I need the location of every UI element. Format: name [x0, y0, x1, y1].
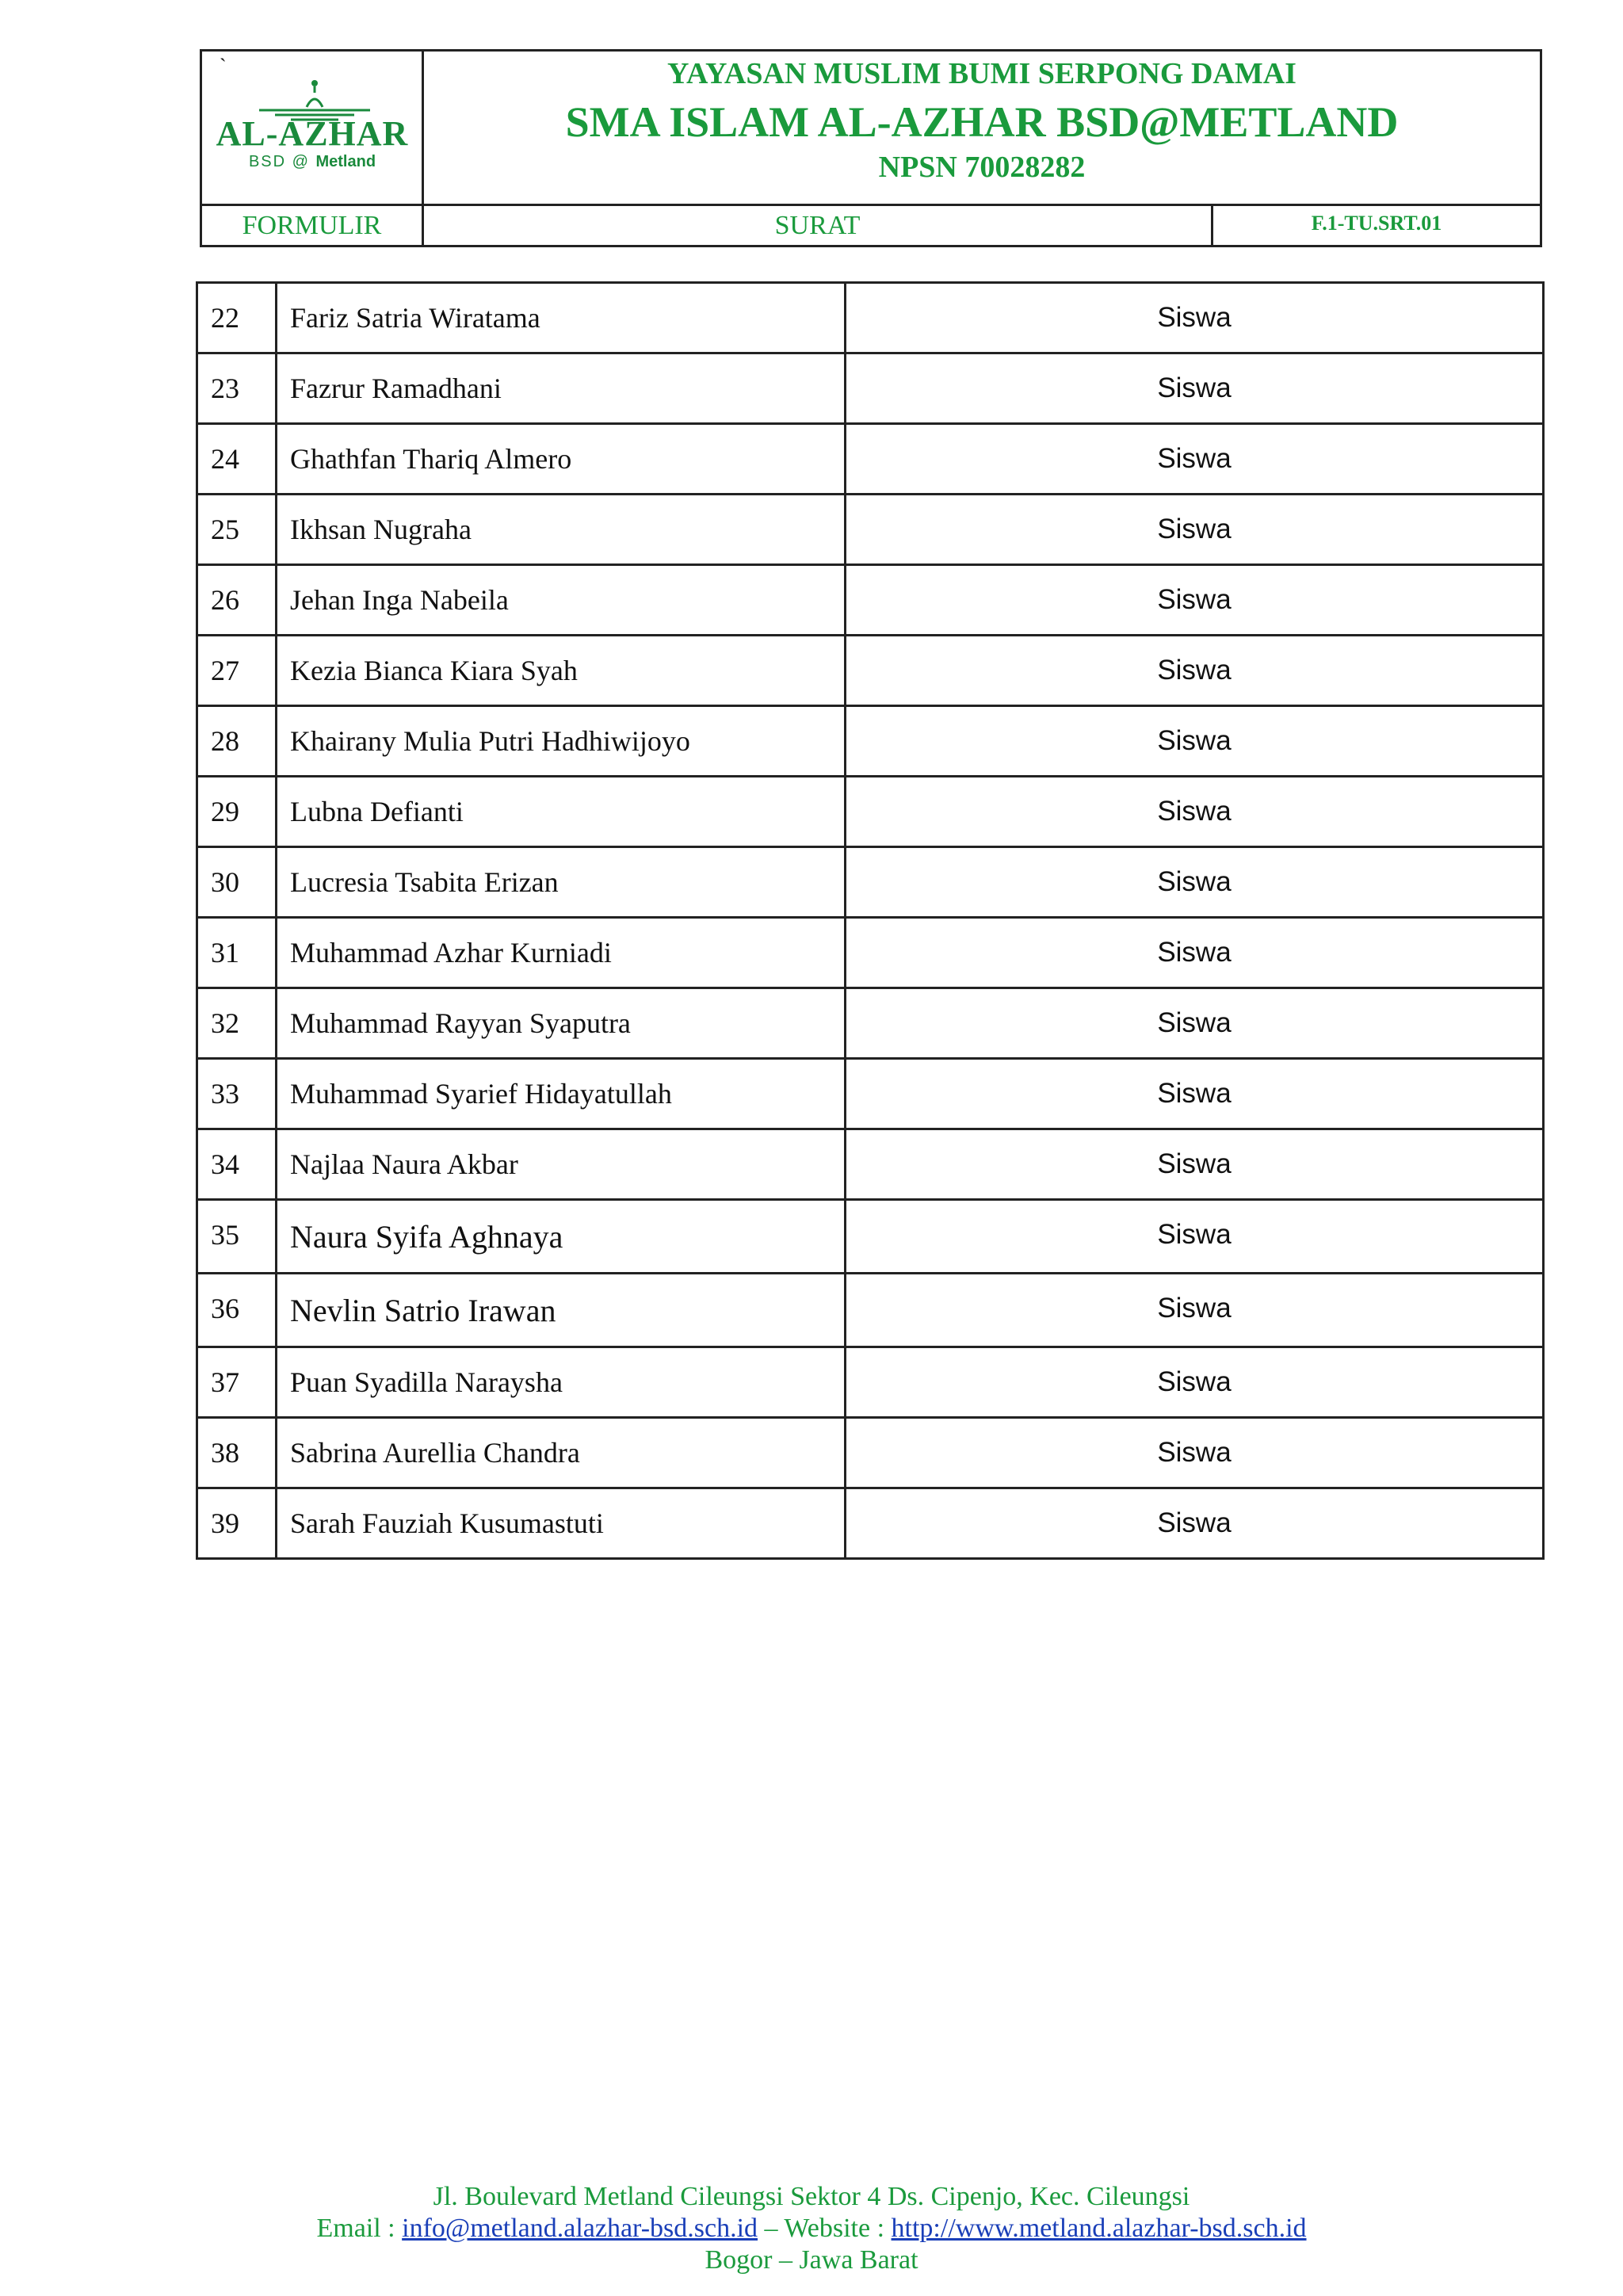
student-role: Siswa — [846, 918, 1544, 988]
logo-sub-left: BSD @ — [248, 153, 310, 170]
student-name: Fariz Satria Wiratama — [277, 283, 846, 353]
table-row — [197, 636, 1544, 706]
student-name: Jehan Inga Nabeila — [277, 565, 846, 636]
row-number: 28 — [197, 706, 277, 777]
student-role: Siswa — [846, 777, 1544, 847]
student-role: Siswa — [846, 1347, 1544, 1418]
email-label: Email : — [316, 2214, 395, 2243]
row-number: 27 — [197, 636, 277, 706]
student-role: Siswa — [846, 353, 1544, 424]
student-table-body — [197, 283, 1544, 1559]
logo-subtitle — [213, 153, 411, 171]
student-name: Khairany Mulia Putri Hadhiwijoyo — [277, 706, 846, 777]
student-role: Siswa — [846, 1200, 1544, 1274]
student-name: Muhammad Azhar Kurniadi — [277, 918, 846, 988]
student-name: Puan Syadilla Naraysha — [277, 1347, 846, 1418]
row-number: 23 — [197, 353, 277, 424]
npsn: NPSN 70028282 — [878, 151, 1086, 184]
table-row — [197, 847, 1544, 918]
table-row — [197, 706, 1544, 777]
row-number: 31 — [197, 918, 277, 988]
table-row — [197, 1347, 1544, 1418]
student-name: Ghathfan Thariq Almero — [277, 424, 846, 495]
row-number: 33 — [197, 1059, 277, 1129]
foundation-name: YAYASAN MUSLIM BUMI SERPONG DAMAI — [667, 57, 1296, 90]
table-row — [197, 283, 1544, 353]
row-number: 25 — [197, 495, 277, 565]
table-row — [197, 495, 1544, 565]
student-role: Siswa — [846, 1059, 1544, 1129]
logo-sub-right: Metland — [315, 153, 376, 170]
table-row — [197, 1274, 1544, 1347]
row-number: 26 — [197, 565, 277, 636]
table-row — [197, 1129, 1544, 1200]
student-role: Siswa — [846, 424, 1544, 495]
email-link[interactable]: info@metland.alazhar-bsd.sch.id — [402, 2214, 758, 2243]
table-row — [197, 1059, 1544, 1129]
logo-cell — [202, 52, 424, 204]
school-name: SMA ISLAM AL-AZHAR BSD@METLAND — [565, 98, 1399, 146]
student-role: Siswa — [846, 1418, 1544, 1488]
footer-contact — [0, 2213, 1623, 2244]
footer-address: Jl. Boulevard Metland Cileungsi Sektor 4 Ds. Cipenjo, Kec. Cileungsi — [433, 2182, 1190, 2211]
student-role: Siswa — [846, 636, 1544, 706]
student-name: Fazrur Ramadhani — [277, 353, 846, 424]
stray-mark: ` — [220, 55, 227, 78]
student-name: Kezia Bianca Kiara Syah — [277, 636, 846, 706]
table-row — [197, 353, 1544, 424]
table-row — [197, 424, 1544, 495]
student-name: Sarah Fauziah Kusumastuti — [277, 1488, 846, 1559]
row-number: 32 — [197, 988, 277, 1059]
row-number: 36 — [197, 1274, 277, 1347]
letterhead — [200, 49, 1542, 247]
student-name: Ikhsan Nugraha — [277, 495, 846, 565]
student-name: Sabrina Aurellia Chandra — [277, 1418, 846, 1488]
student-name: Naura Syifa Aghnaya — [277, 1200, 846, 1274]
website-label: – Website : — [764, 2214, 885, 2243]
footer — [0, 2181, 1623, 2276]
letterhead-titles — [424, 52, 1540, 204]
table-row — [197, 777, 1544, 847]
table-row — [197, 1418, 1544, 1488]
row-number: 35 — [197, 1200, 277, 1274]
website-link[interactable]: http://www.metland.alazhar-bsd.sch.id — [891, 2214, 1307, 2243]
student-name: Muhammad Syarief Hidayatullah — [277, 1059, 846, 1129]
table-row — [197, 565, 1544, 636]
student-role: Siswa — [846, 706, 1544, 777]
row-number: 29 — [197, 777, 277, 847]
row-number: 22 — [197, 283, 277, 353]
row-number: 38 — [197, 1418, 277, 1488]
student-name: Najlaa Naura Akbar — [277, 1129, 846, 1200]
table-row — [197, 918, 1544, 988]
footer-region: Bogor – Jawa Barat — [705, 2245, 918, 2275]
table-row — [197, 988, 1544, 1059]
table-row — [197, 1200, 1544, 1274]
row-number: 24 — [197, 424, 277, 495]
student-role: Siswa — [846, 1274, 1544, 1347]
student-role: Siswa — [846, 988, 1544, 1059]
logo-wordmark: AL-AZHAR — [216, 114, 409, 153]
student-role: Siswa — [846, 283, 1544, 353]
table-row — [197, 1488, 1544, 1559]
student-name: Lubna Defianti — [277, 777, 846, 847]
student-role: Siswa — [846, 847, 1544, 918]
row-number: 39 — [197, 1488, 277, 1559]
student-name: Lucresia Tsabita Erizan — [277, 847, 846, 918]
row-number: 30 — [197, 847, 277, 918]
student-role: Siswa — [846, 1129, 1544, 1200]
letterhead-bottom — [202, 206, 1540, 245]
row-number: 37 — [197, 1347, 277, 1418]
student-role: Siswa — [846, 1488, 1544, 1559]
student-table — [196, 281, 1545, 1560]
student-name: Nevlin Satrio Irawan — [277, 1274, 846, 1347]
student-role: Siswa — [846, 565, 1544, 636]
student-name: Muhammad Rayyan Syaputra — [277, 988, 846, 1059]
document-type: SURAT — [424, 206, 1213, 245]
form-label: FORMULIR — [202, 206, 424, 245]
row-number: 34 — [197, 1129, 277, 1200]
student-role: Siswa — [846, 495, 1544, 565]
form-code: F.1-TU.SRT.01 — [1311, 212, 1442, 235]
letterhead-top — [202, 52, 1540, 206]
